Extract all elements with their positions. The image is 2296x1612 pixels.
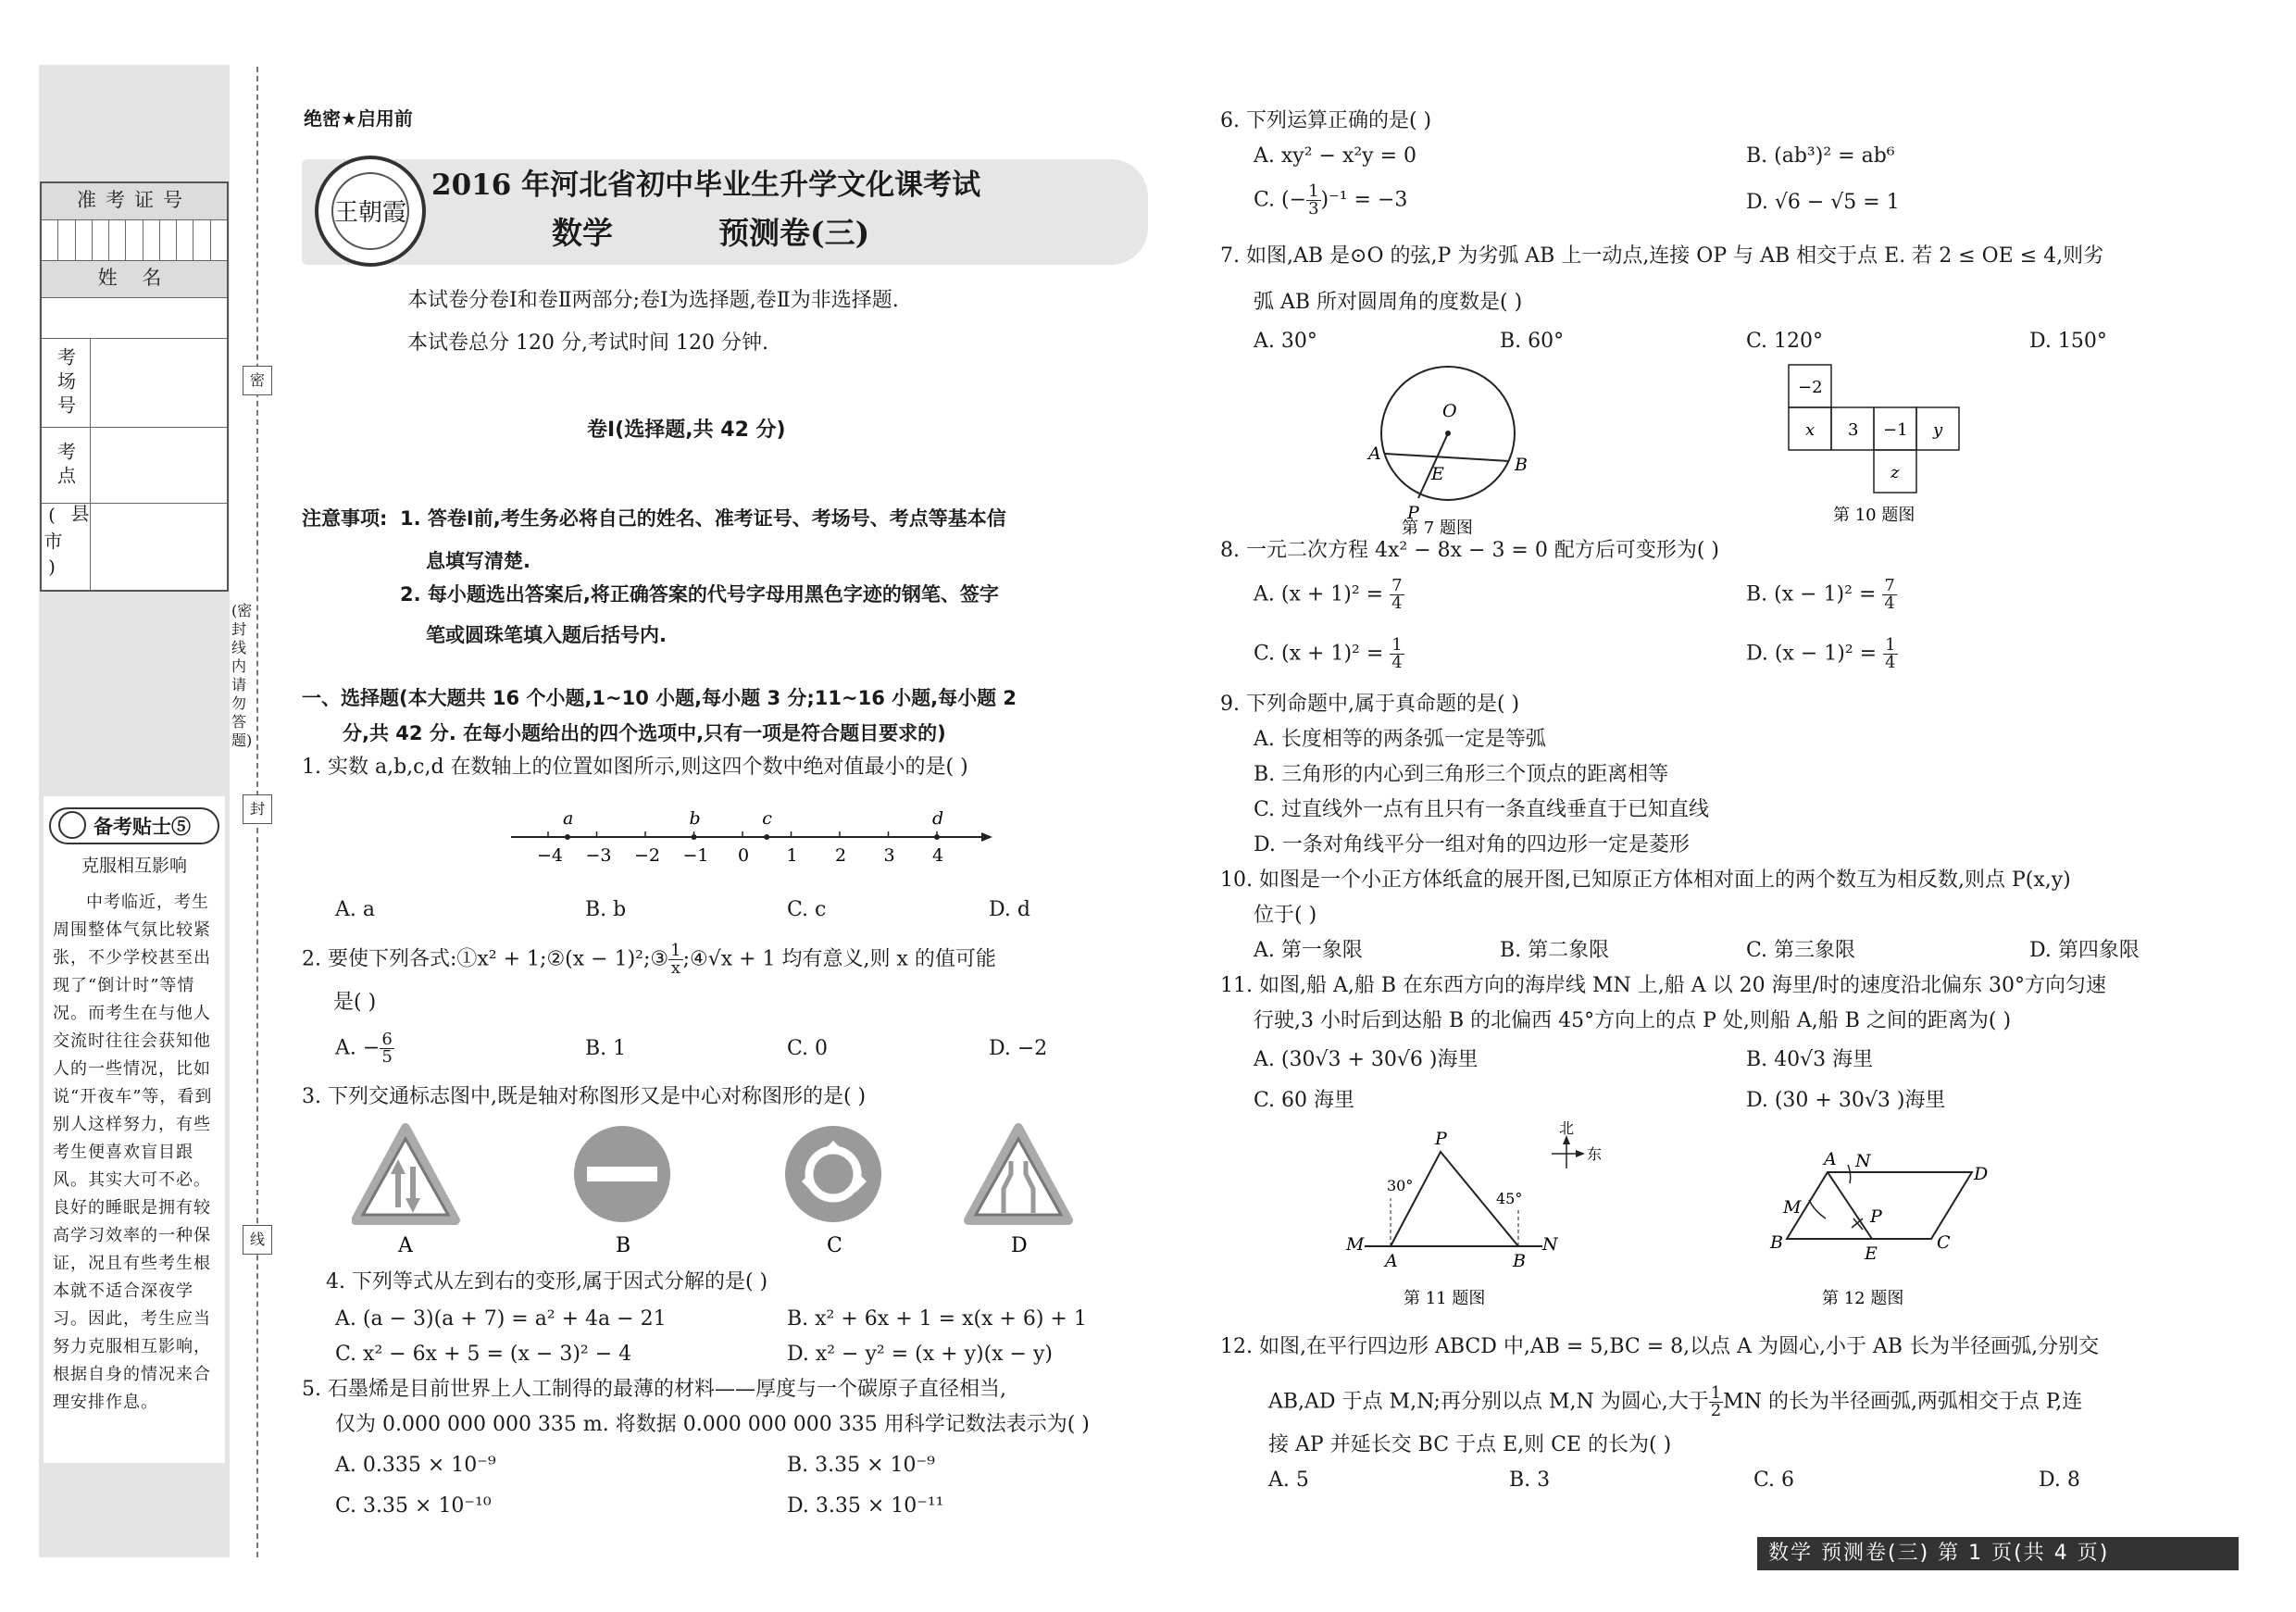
note-2b: 笔或圆珠笔填入题后括号内. [426, 624, 667, 646]
q8-a-fraction [1390, 578, 1404, 612]
q6-option-d[interactable]: D. √6 − √5 = 1 [1746, 191, 1900, 214]
q2-option-a[interactable] [335, 1031, 394, 1066]
exam-title: 2016 年河北省初中毕业生升学文化课考试 [431, 169, 981, 202]
q10-net-figure [1778, 361, 1981, 537]
q5-option-d[interactable]: D. 3.35 × 10⁻¹¹ [787, 1494, 944, 1518]
q8-c-num: 1 [1391, 635, 1403, 655]
q2-stem-a: 2. 要使下列各式:①x² + 1;②(x − 1)²;③ [302, 947, 669, 971]
label-b: B [1515, 455, 1528, 475]
point-marker [934, 834, 940, 840]
q8-d-den: 4 [1885, 653, 1896, 672]
q11-stem-a: 11. 如图,船 A,船 B 在东西方向的海岸线 MN 上,船 A 以 20 海里/时的速度沿北偏东 30°方向匀速 [1220, 974, 2107, 997]
label-c: C [1937, 1232, 1951, 1253]
label-m: M [1783, 1197, 1802, 1218]
q8-stem: 8. 一元二次方程 4x² − 8x − 3 = 0 配方后可变形为( ) [1220, 539, 1720, 562]
tick-label: 1 [786, 845, 798, 866]
q2-a-prefix: A. − [335, 1036, 381, 1060]
q10-caption: 第 10 题图 [1833, 506, 1915, 525]
q12-option-d[interactable]: D. 8 [2039, 1468, 2080, 1492]
exam-room-field[interactable] [42, 339, 227, 428]
q8-a-den: 4 [1391, 594, 1403, 613]
q1-option-b[interactable]: B. b [585, 898, 627, 921]
county-field[interactable] [42, 504, 227, 590]
q9-option-b[interactable]: B. 三角形的内心到三角形三个顶点的距离相等 [1254, 763, 1669, 786]
sign-a-label: A [398, 1234, 413, 1257]
q8-a-num: 7 [1391, 576, 1403, 595]
q7-option-b[interactable]: B. 60° [1500, 330, 1565, 353]
q10-option-d[interactable]: D. 第四象限 [2029, 939, 2140, 962]
section-heading: 卷Ⅰ(选择题,共 42 分) [587, 419, 786, 442]
q5-stem-b: 仅为 0.000 000 000 335 m. 将数据 0.000 000 000 335 用科学记数法表示为( ) [335, 1413, 1090, 1436]
q12-caption: 第 12 题图 [1822, 1289, 1904, 1308]
q2-frac-num: 1 [670, 941, 681, 960]
label-a: A [1385, 1251, 1398, 1271]
intro-line-2: 本试卷总分 120 分,考试时间 120 分钟. [407, 331, 768, 355]
logo-text: 王朝霞 [331, 172, 409, 250]
q10-option-b[interactable]: B. 第二象限 [1500, 939, 1610, 962]
part1-b: 分,共 42 分. 在每小题给出的四个选项中,只有一项是符合题目要求的) [343, 722, 946, 744]
point-marker [692, 834, 697, 840]
q8-option-b[interactable] [1746, 578, 1897, 612]
q4-option-b[interactable]: B. x² + 6x + 1 = x(x + 6) + 1 [787, 1307, 1087, 1331]
sign-b-label: B [616, 1234, 631, 1257]
q8-c-prefix: C. (x + 1)² = [1254, 642, 1384, 666]
exam-room-label: 考场号 [42, 339, 91, 427]
q1-option-a[interactable]: A. a [335, 898, 375, 921]
label-d: D [1974, 1164, 1989, 1184]
tick-label: −4 [537, 845, 564, 866]
label-n: N [1542, 1234, 1558, 1255]
q1-stem: 1. 实数 a,b,c,d 在数轴上的位置如图所示,则这四个数中绝对值最小的是( ) [302, 756, 968, 779]
q5-option-b[interactable]: B. 3.35 × 10⁻⁹ [787, 1454, 935, 1477]
q6-option-a[interactable]: A. xy² − x²y = 0 [1254, 144, 1417, 168]
seal-xian: 线 [243, 1225, 272, 1255]
q2-option-c[interactable]: C. 0 [787, 1037, 829, 1060]
q4-option-a[interactable]: A. (a − 3)(a + 7) = a² + 4a − 21 [335, 1307, 667, 1331]
point-marker [764, 834, 769, 840]
q12-option-c[interactable]: C. 6 [1753, 1468, 1795, 1492]
secret-label: 绝密★启用前 [304, 107, 413, 130]
q11-caption: 第 11 题图 [1404, 1289, 1486, 1308]
tick-label: −2 [634, 845, 661, 866]
q8-option-a[interactable] [1254, 578, 1404, 612]
q10-stem-a: 10. 如图是一个小正方体纸盒的展开图,已知原正方体相对面上的两个数互为相反数,则点 P(x,y) [1220, 868, 2071, 892]
q7-option-c[interactable]: C. 120° [1746, 330, 1824, 353]
county-label: 县(市) [42, 504, 91, 590]
q12-option-b[interactable]: B. 3 [1509, 1468, 1551, 1492]
tip-title: 克服相互影响 [81, 856, 187, 876]
q12-frac-den: 2 [1710, 1401, 1722, 1420]
sign-d-label: D [1011, 1234, 1028, 1257]
q12-frac-num: 1 [1710, 1383, 1722, 1403]
exam-site-field[interactable] [42, 428, 227, 504]
q2-a-num: 6 [381, 1030, 393, 1049]
label-p: P [1870, 1206, 1882, 1227]
axis-arrow [981, 832, 992, 842]
q2-stem [302, 943, 996, 977]
east-arrow-icon [1576, 1150, 1585, 1157]
q8-option-d[interactable] [1746, 637, 1898, 671]
east-label: 东 [1587, 1145, 1603, 1163]
arc-m [1809, 1200, 1826, 1218]
sign-a-two-way-icon [356, 1128, 455, 1220]
tip-mascot-icon [58, 811, 86, 839]
label-p: P [1407, 503, 1419, 523]
exam-number-label: 准考证号 [42, 183, 227, 220]
q12-stem-b1: AB,AD 于点 M,N;再分别以点 M,N 为圆心,大于 [1268, 1390, 1709, 1414]
north-label: 北 [1559, 1119, 1575, 1137]
q2-a-fraction [380, 1031, 393, 1066]
exam-site-label: 考点 [42, 428, 91, 503]
q12-parallelogram-figure [1763, 1139, 2040, 1315]
label-a: A [1368, 444, 1381, 464]
tick-label: 2 [835, 845, 847, 866]
label-e: E [1431, 464, 1444, 484]
paper-title: 预测卷(三) [718, 215, 870, 251]
q6-c-fraction [1306, 183, 1320, 218]
publisher-logo [315, 156, 426, 267]
q10-option-a[interactable]: A. 第一象限 [1254, 939, 1363, 962]
q8-c-fraction [1390, 637, 1404, 671]
q8-c-den: 4 [1391, 653, 1403, 672]
chord-ab [1385, 454, 1509, 461]
q11-ship-figure [1333, 1111, 1629, 1315]
label-e: E [1865, 1243, 1878, 1264]
cell-neg1: −1 [1883, 420, 1908, 440]
cell-x: x [1805, 420, 1816, 440]
intro-line-1: 本试卷分卷Ⅰ和卷Ⅱ两部分;卷Ⅰ为选择题,卷Ⅱ为非选择题. [407, 289, 899, 312]
q11-stem-b: 行驶,3 小时后到达船 B 的北偏西 45°方向上的点 P 处,则船 A,船 B 之间的距离为( ) [1254, 1009, 2012, 1032]
name-label: 姓 名 [42, 261, 227, 298]
subject-title: 数学 [552, 215, 613, 251]
q10-option-c[interactable]: C. 第三象限 [1746, 939, 1856, 962]
candidate-info-box [40, 181, 229, 592]
parallelogram-abcd [1787, 1172, 1972, 1239]
seal-feng: 封 [243, 794, 272, 824]
q6-c-prefix: C. (− [1254, 188, 1307, 212]
point-label: d [932, 808, 944, 829]
q9-stem: 9. 下列命题中,属于真命题的是( ) [1220, 693, 1520, 716]
q7-circle-figure [1352, 352, 1537, 537]
q5-stem-a: 5. 石墨烯是目前世界上人工制得的最薄的材料——厚度与一个碳原子直径相当, [302, 1378, 1006, 1401]
label-p: P [1435, 1129, 1447, 1149]
tip-banner-text: 备考贴士⑤ [94, 815, 191, 838]
q7-caption: 第 7 题图 [1402, 519, 1473, 537]
tick-label: −1 [682, 845, 709, 866]
angle-30-label: 30° [1387, 1177, 1414, 1194]
q6-c-num: 1 [1308, 181, 1319, 201]
q12-stem-a: 12. 如图,在平行四边形 ABCD 中,AB = 5,BC = 8,以点 A 为圆心,小于 AB 长为半径画弧,分别交 [1220, 1335, 2100, 1358]
cell-y: y [1933, 420, 1943, 440]
q8-a-prefix: A. (x + 1)² = [1254, 582, 1384, 606]
q12-fraction [1709, 1385, 1723, 1419]
q6-c-suffix: )⁻¹ = −3 [1320, 188, 1408, 212]
label-b: B [1513, 1251, 1526, 1271]
sign-d-road-narrows-icon [968, 1128, 1068, 1220]
q3-traffic-signs [352, 1120, 1092, 1259]
seal-mi: 密 [243, 366, 272, 395]
arc-n [1848, 1165, 1851, 1183]
q4-stem: 4. 下列等式从左到右的变形,属于因式分解的是( ) [326, 1270, 768, 1293]
q5-option-c[interactable]: C. 3.35 × 10⁻¹⁰ [335, 1494, 492, 1518]
cell-neg2: −2 [1798, 378, 1823, 397]
sign-b-no-entry-icon [574, 1126, 670, 1222]
q8-d-fraction [1883, 637, 1897, 671]
label-o: O [1442, 401, 1457, 421]
q1-option-c[interactable]: C. c [787, 898, 827, 921]
q2-fraction [668, 943, 682, 977]
sign-c-roundabout-icon [785, 1126, 881, 1222]
q8-b-prefix: B. (x − 1)² = [1746, 582, 1877, 606]
q9-option-a[interactable]: A. 长度相等的两条弧一定是等弧 [1254, 728, 1546, 751]
point-label: b [689, 808, 701, 829]
q1-option-d[interactable]: D. d [989, 898, 1030, 921]
tick-label: 0 [738, 845, 750, 866]
q4-option-c[interactable]: C. x² − 6x + 5 = (x − 3)² − 4 [335, 1343, 632, 1366]
name-field[interactable] [42, 298, 227, 339]
exam-number-cells[interactable] [42, 220, 227, 261]
q11-option-c[interactable]: C. 60 海里 [1254, 1089, 1355, 1112]
q10-stem-b: 位于( ) [1254, 904, 1317, 927]
label-b: B [1770, 1232, 1783, 1253]
q12-stem-c: 接 AP 并延长交 BC 于点 E,则 CE 的长为( ) [1268, 1433, 1672, 1456]
label-a: A [1824, 1149, 1837, 1169]
q7-stem-b: 弧 AB 所对圆周角的度数是( ) [1254, 291, 1523, 314]
q9-option-d[interactable]: D. 一条对角线平分一组对角的四边形一定是菱形 [1254, 833, 1690, 856]
q2-option-d[interactable]: D. −2 [989, 1037, 1048, 1060]
q8-d-num: 1 [1885, 635, 1896, 655]
label-n: N [1855, 1151, 1871, 1171]
sign-c-label: C [827, 1234, 842, 1257]
q6-option-c[interactable] [1254, 183, 1407, 218]
q6-stem: 6. 下列运算正确的是( ) [1220, 109, 1432, 132]
q8-d-prefix: D. (x − 1)² = [1746, 642, 1878, 666]
angle-45-label: 45° [1496, 1190, 1523, 1207]
q8-b-num: 7 [1884, 576, 1895, 595]
q2-frac-den: x [670, 958, 680, 978]
tip-text: 中考临近，考生周围整体气氛比较紧张，不少学校甚至出现了“倒计时”等情况。而考生在与他人交流时往往会获知他人的一些情况，比如说“开夜车”等，看到别人这样努力，有些考生便喜欢盲目跟风。其实大可不必。良好的睡眠是拥有较高学习效率的一种保证，况且有些考生根本就不适合深夜学习。因此，考生应当努力克服相互影响，根据自身的情况来合理安排作息。 [53, 893, 213, 1412]
q4-option-d[interactable]: D. x² − y² = (x + y)(x − y) [787, 1343, 1053, 1366]
q12-stem-b2: MN 的长为半径画弧,两弧相交于点 P,连 [1723, 1390, 2083, 1414]
tick-label: −3 [585, 845, 612, 866]
q2-a-den: 5 [381, 1047, 393, 1067]
q7-stem-a: 7. 如图,AB 是⊙O 的弦,P 为劣弧 AB 上一动点,连接 OP 与 AB 相交于点 E. 若 2 ≤ OE ≤ 4,则劣 [1220, 244, 2104, 268]
q2-option-b[interactable]: B. 1 [585, 1037, 627, 1060]
exam-tip-box [44, 796, 225, 1463]
label-m: M [1346, 1234, 1365, 1255]
q3-stem: 3. 下列交通标志图中,既是轴对称图形又是中心对称图形的是( ) [302, 1085, 867, 1108]
point-label: c [762, 808, 772, 829]
point-label: a [563, 808, 574, 829]
tip-banner [49, 807, 219, 844]
tick-label: 3 [883, 845, 895, 866]
q5-option-a[interactable]: A. 0.335 × 10⁻⁹ [335, 1454, 496, 1477]
seal-note: (密封线内请勿答题) [231, 602, 253, 749]
note-2a: 2. 每小题选出答案后,将正确答案的代号字母用黑色字迹的钢笔、签字 [400, 583, 999, 606]
q8-option-c[interactable] [1254, 637, 1404, 671]
q7-option-d[interactable]: D. 150° [2029, 330, 2107, 353]
q11-option-a[interactable]: A. (30√3 + 30√6 )海里 [1254, 1048, 1479, 1071]
q12-stem-b [1268, 1385, 2082, 1419]
part1-a: 一、选择题(本大题共 16 个小题,1~10 小题,每小题 3 分;11~16 小题,每小题 2 [302, 687, 1017, 709]
q1-number-line [500, 804, 1000, 868]
notes-label: 注意事项: [302, 507, 388, 530]
q9-option-c[interactable]: C. 过直线外一点有且只有一条直线垂直于已知直线 [1254, 798, 1710, 821]
cell-z: z [1890, 463, 1900, 482]
q8-b-fraction [1882, 578, 1896, 612]
q6-c-den: 3 [1308, 199, 1319, 219]
q7-option-a[interactable]: A. 30° [1254, 330, 1317, 353]
tick-label: 4 [932, 845, 944, 866]
q12-option-a[interactable]: A. 5 [1268, 1468, 1309, 1492]
q6-option-b[interactable]: B. (ab³)² = ab⁶ [1746, 144, 1895, 168]
q11-option-b[interactable]: B. 40√3 海里 [1746, 1048, 1874, 1071]
note-1b: 息填写清楚. [426, 550, 530, 572]
q11-option-d[interactable]: D. (30 + 30√3 )海里 [1746, 1089, 1946, 1112]
note-1a: 1. 答卷Ⅰ前,考生务必将自己的姓名、准考证号、考场号、考点等基本信 [400, 507, 1006, 530]
q8-b-den: 4 [1884, 594, 1895, 613]
cell-3: 3 [1848, 420, 1859, 440]
point-marker [565, 834, 570, 840]
page-footer: 数学 预测卷(三) 第 1 页(共 4 页) [1757, 1537, 2239, 1570]
q2-stem-c: 是( ) [333, 991, 377, 1014]
q2-stem-b: ;④√x + 1 均有意义,则 x 的值可能 [682, 947, 996, 971]
